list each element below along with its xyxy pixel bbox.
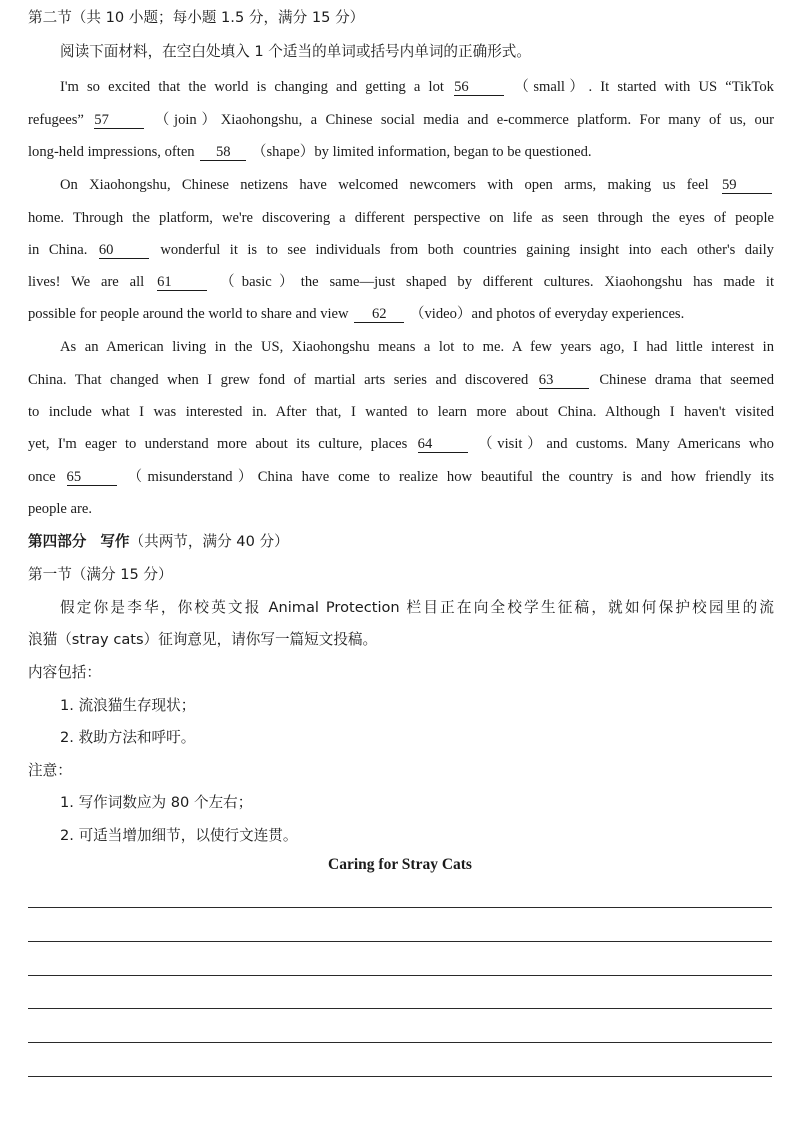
passage-line: As an American living in the US, Xiaohongshu means a lot to me. A few years ago, I had little interest in <box>60 339 774 355</box>
blank-63[interactable]: 63 <box>539 372 589 389</box>
blank-59[interactable]: 59 <box>722 177 772 194</box>
writing-line[interactable] <box>28 1042 772 1043</box>
passage-text: （visit）and customs. Many Americans who <box>478 436 774 452</box>
prompt-line: 浪猫（stray cats）征询意见，请你写一篇短文投稿。 <box>28 631 378 648</box>
blank-64[interactable]: 64 <box>418 436 468 453</box>
blank-58[interactable]: 58 <box>200 144 246 161</box>
note-item: 1. 写作词数应为 80 个左右； <box>60 794 253 811</box>
writing-line[interactable] <box>28 975 772 976</box>
passage-text: （basic）the same—just shaped by different cultures. Xiaohongshu has made it <box>219 274 774 290</box>
passage-text: yet, I'm eager to understand more about its culture, places <box>28 436 408 452</box>
passage-text: （shape）by limited information, began to be questioned. <box>251 144 592 160</box>
passage-line <box>28 273 774 291</box>
passage-line <box>60 176 774 194</box>
section2-header: 第二节（共 10 小题；每小题 1.5 分，满分 15 分） <box>28 9 365 26</box>
passage-line <box>28 305 774 323</box>
essay-title: Caring for Stray Cats <box>328 856 472 873</box>
part4-header <box>28 533 774 551</box>
passage-text: （join）Xiaohongshu, a Chinese social media and e-commerce platform. For many of us, our <box>154 112 774 128</box>
blank-57[interactable]: 57 <box>94 112 144 129</box>
passage-text: refugees” <box>28 112 84 128</box>
passage-line <box>28 241 774 259</box>
passage-line: to include what I was interested in. After that, I wanted to learn more about China. Although I haven't visited <box>28 404 774 420</box>
part4-score: （共两节，满分 40 分） <box>129 533 289 550</box>
passage-text: lives! We are all <box>28 274 145 290</box>
section1-header: 第一节（满分 15 分） <box>28 566 173 583</box>
passage-text: China. That changed when I grew fond of martial arts series and discovered <box>28 372 529 388</box>
passage-text: Chinese drama that seemed <box>599 372 774 388</box>
passage-line <box>28 435 774 453</box>
passage-text: （misunderstand）China have come to realize how beautiful the country is and how friendly its <box>127 469 775 485</box>
passage-text: long-held impressions, often <box>28 144 195 160</box>
passage-line <box>28 468 774 486</box>
blank-65[interactable]: 65 <box>67 469 117 486</box>
content-item: 2. 救助方法和呼吁。 <box>60 729 196 746</box>
passage-line: people are. <box>28 501 93 517</box>
passage-text: On Xiaohongshu, Chinese netizens have welcomed newcomers with open arms, making us feel <box>60 177 709 193</box>
passage-text: in China. <box>28 242 88 258</box>
passage-text: possible for people around the world to share and view <box>28 306 349 322</box>
writing-line[interactable] <box>28 1076 772 1077</box>
passage-text: （video）and photos of everyday experiences. <box>409 306 685 322</box>
prompt-line: 假定你是李华，你校英文报 Animal Protection 栏目正在向全校学生征稿，就如何保护校园里的流 <box>60 599 774 616</box>
content-item: 1. 流浪猫生存现状； <box>60 697 196 714</box>
blank-56[interactable]: 56 <box>454 79 504 96</box>
notes-label: 注意： <box>28 762 72 779</box>
passage-line <box>28 143 774 161</box>
writing-line[interactable] <box>28 941 772 942</box>
writing-line[interactable] <box>28 907 772 908</box>
passage-line <box>60 78 774 96</box>
passage-line: home. Through the platform, we're discovering a different perspective on life as seen through the eyes of people <box>28 210 774 226</box>
note-item: 2. 可适当增加细节，以使行文连贯。 <box>60 827 298 844</box>
blank-60[interactable]: 60 <box>99 242 149 259</box>
part4-title: 第四部分 <box>28 533 87 550</box>
writing-line[interactable] <box>28 1008 772 1009</box>
passage-text: wonderful it is to see individuals from both countries gaining insight into each other's daily <box>160 242 774 258</box>
passage-text: （small）. It started with US “TikTok <box>514 79 774 95</box>
section2-instruction: 阅读下面材料，在空白处填入 1 个适当的单词或括号内单词的正确形式。 <box>60 43 531 60</box>
passage-line <box>28 371 774 389</box>
passage-text: I'm so excited that the world is changing and getting a lot <box>60 79 444 95</box>
blank-62[interactable]: 62 <box>354 306 404 323</box>
content-label: 内容包括： <box>28 664 101 681</box>
blank-61[interactable]: 61 <box>157 274 207 291</box>
part4-subject: 写作 <box>100 533 130 550</box>
passage-line <box>28 111 774 129</box>
passage-text: once <box>28 469 56 485</box>
